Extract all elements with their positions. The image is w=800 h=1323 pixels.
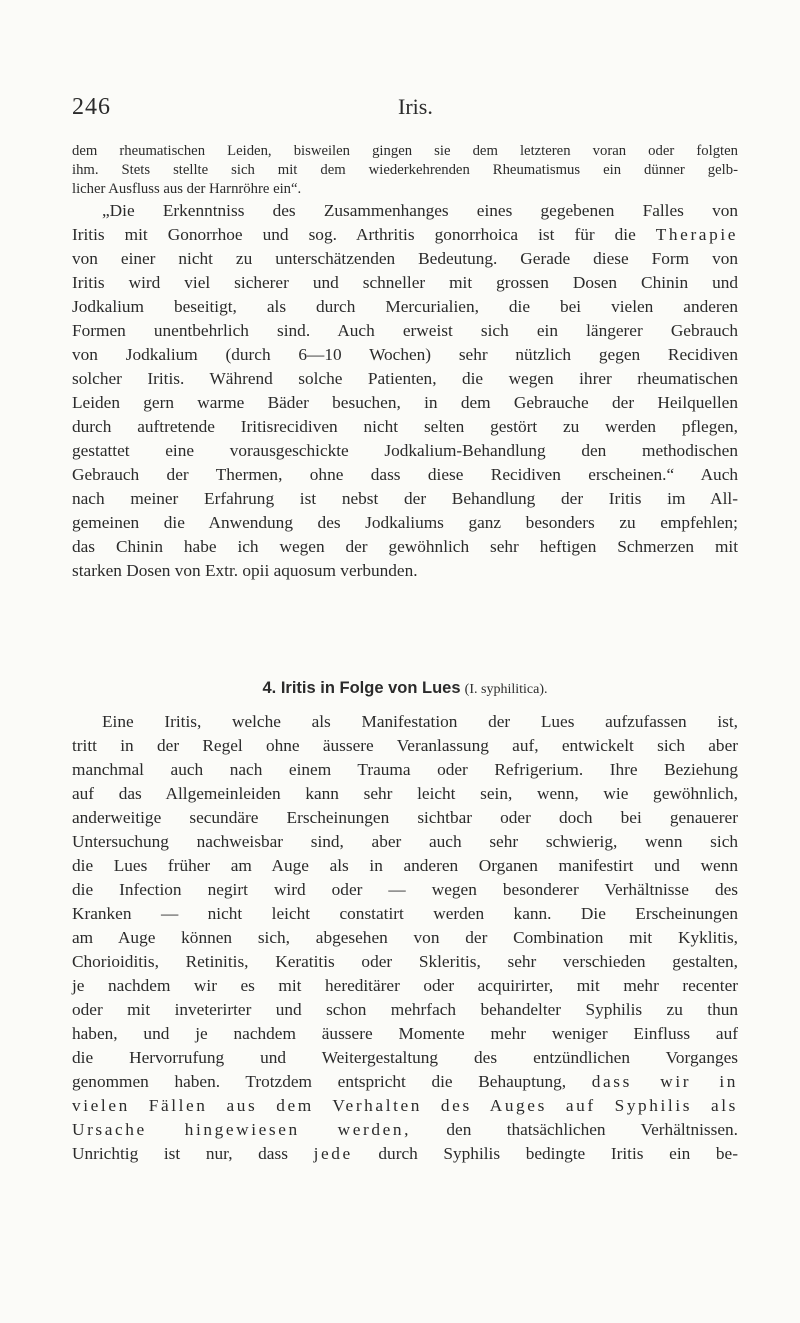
text-line: die Hervorrufung und Weitergestaltung des entzündlichen Vorganges	[72, 1048, 738, 1067]
emphasis-jede: jede	[313, 1144, 353, 1163]
text-line: solcher Iritis. Während solche Patienten, die wegen ihrer rheumatischen	[72, 369, 738, 388]
text-line: haben, und je nachdem äussere Momente mehr weniger Einfluss auf	[72, 1024, 738, 1043]
text-line: Untersuchung nachweisbar sind, aber auch sehr schwierig, wenn sich	[72, 832, 738, 851]
text-line: oder mit inveterirter und schon mehrfach behandelter Syphilis zu thun	[72, 1000, 738, 1019]
text-line: von einer nicht zu unterschätzenden Bedeutung. Gerade diese Form von	[72, 249, 738, 268]
emphasis-text: dass wir in	[591, 1072, 738, 1091]
text-line: licher Ausfluss aus der Harnröhre ein“.	[72, 181, 302, 197]
emphasis-text: Ursache hingewiesen werden,	[72, 1120, 412, 1139]
text-line: Formen unentbehrlich sind. Auch erweist sich ein längerer Gebrauch	[72, 321, 738, 340]
emphasis-line: vielen Fällen aus dem Verhalten des Auges auf Syphilis als	[72, 1096, 738, 1115]
text-span: durch Syphilis bedingte Iritis ein be-	[352, 1144, 738, 1163]
page-header	[72, 94, 712, 134]
text-line	[72, 1142, 738, 1166]
text-line: ihm. Stets stellte sich mit dem wiederkehrenden Rheumatismus ein dünner gelb-	[72, 162, 738, 178]
text-line: das Chinin habe ich wegen der gewöhnlich sehr heftigen Schmerzen mit	[72, 537, 738, 556]
text-span: den thatsächlichen Verhältnissen.	[411, 1120, 738, 1139]
text-line: am Auge können sich, abgesehen von der Combination mit Kyklitis,	[72, 928, 738, 947]
text-line: tritt in der Regel ohne äussere Veranlassung auf, entwickelt sich aber	[72, 736, 738, 755]
text-line: dem rheumatischen Leiden, bisweilen gingen sie dem letzteren voran oder folgten	[72, 143, 738, 159]
text-line	[72, 1118, 738, 1142]
text-span: Unrichtig ist nur, dass	[72, 1144, 314, 1163]
text-span: genommen haben. Trotzdem entspricht die Behauptung,	[72, 1072, 592, 1091]
lues-paragraph	[72, 710, 738, 1166]
text-line: Kranken — nicht leicht constatirt werden kann. Die Erscheinungen	[72, 904, 738, 923]
text-line: die Lues früher am Auge als in anderen Organen manifestirt und wenn	[72, 856, 738, 875]
text-line: anderweitige secundäre Erscheinungen sichtbar oder doch bei genauerer	[72, 808, 738, 827]
text-line: durch auftretende Iritisrecidiven nicht selten gestört zu werden pflegen,	[72, 417, 738, 436]
text-line: manchmal auch nach einem Trauma oder Refrigerium. Ihre Beziehung	[72, 760, 738, 779]
text-line: Leiden gern warme Bäder besuchen, in dem Gebrauche der Heilquellen	[72, 393, 738, 412]
page-number: 246	[72, 94, 111, 120]
text-line: „Die Erkenntniss des Zusammenhanges eines gegebenen Falles von	[102, 201, 738, 220]
text-line: gemeinen die Anwendung des Jodkaliums ganz besonders zu empfehlen;	[72, 513, 738, 532]
section-heading	[72, 678, 738, 698]
text-line: Iritis wird viel sicherer und schneller mit grossen Dosen Chinin und	[72, 273, 738, 292]
text-line: auf das Allgemeinleiden kann sehr leicht sein, wenn, wie gewöhnlich,	[72, 784, 738, 803]
section-heading-subtitle: (I. syphilitica).	[464, 682, 548, 697]
quote-paragraph	[72, 199, 738, 583]
text-line: die Infection negirt wird oder — wegen besonderer Verhältnisse des	[72, 880, 738, 899]
text-line: starken Dosen von Extr. opii aquosum verbunden.	[72, 561, 418, 580]
text-span: Iritis mit Gonorrhoe und sog. Arthritis gonorrhoica ist für die	[72, 225, 656, 244]
text-line: Jodkalium beseitigt, als durch Mercurialien, die bei vielen anderen	[72, 297, 738, 316]
text-line: Gebrauch der Thermen, ohne dass diese Recidiven erscheinen.“ Auch	[72, 465, 738, 484]
small-print-paragraph	[72, 142, 738, 199]
running-head: Iris.	[398, 94, 433, 119]
text-line	[72, 1070, 738, 1094]
text-line	[72, 223, 738, 247]
text-line: nach meiner Erfahrung ist nebst der Behandlung der Iritis im All-	[72, 489, 738, 508]
section-heading-title: 4. Iritis in Folge von Lues	[262, 679, 461, 697]
emphasis-therapie: Therapie	[655, 225, 738, 244]
text-line: Eine Iritis, welche als Manifestation der Lues aufzufassen ist,	[102, 712, 738, 731]
text-line: Chorioiditis, Retinitis, Keratitis oder Skleritis, sehr verschieden gestalten,	[72, 952, 738, 971]
text-line: von Jodkalium (durch 6—10 Wochen) sehr nützlich gegen Recidiven	[72, 345, 738, 364]
text-line: je nachdem wir es mit hereditärer oder acquirirter, mit mehr recenter	[72, 976, 738, 995]
text-line: gestattet eine vorausgeschickte Jodkalium-Behandlung den methodischen	[72, 441, 738, 460]
